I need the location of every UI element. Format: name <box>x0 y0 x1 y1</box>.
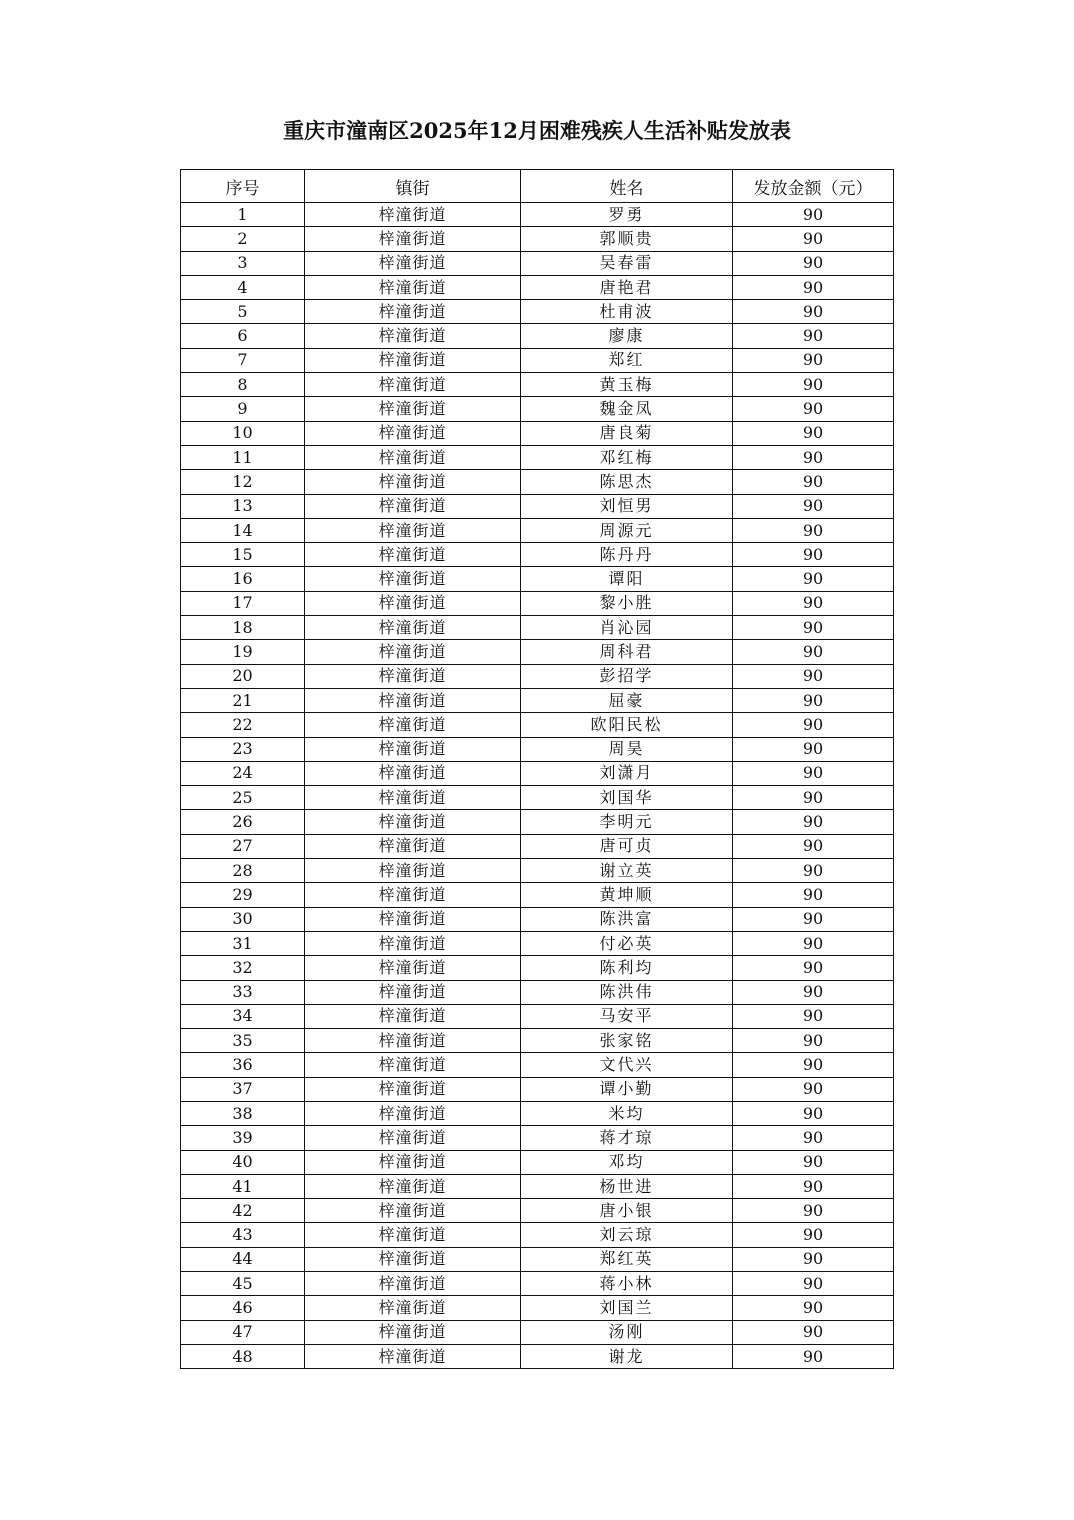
cell-amount: 90 <box>733 494 894 518</box>
table-row <box>181 1004 894 1028</box>
cell-amount: 90 <box>733 956 894 980</box>
cell-town-street: 梓潼街道 <box>305 1223 521 1247</box>
cell-town-street: 梓潼街道 <box>305 470 521 494</box>
table-row <box>181 616 894 640</box>
table-row <box>181 1344 894 1368</box>
cell-amount: 90 <box>733 203 894 227</box>
cell-name: 汤刚 <box>521 1320 733 1344</box>
cell-name: 周科君 <box>521 640 733 664</box>
table-row <box>181 1150 894 1174</box>
cell-name: 郑红 <box>521 348 733 372</box>
table-row <box>181 931 894 955</box>
cell-serial-number: 15 <box>181 543 305 567</box>
cell-serial-number: 41 <box>181 1174 305 1198</box>
table-row <box>181 664 894 688</box>
cell-amount: 90 <box>733 373 894 397</box>
cell-town-street: 梓潼街道 <box>305 1247 521 1271</box>
cell-amount: 90 <box>733 1199 894 1223</box>
cell-amount: 90 <box>733 907 894 931</box>
cell-serial-number: 18 <box>181 616 305 640</box>
cell-amount: 90 <box>733 688 894 712</box>
cell-serial-number: 31 <box>181 931 305 955</box>
table-row <box>181 980 894 1004</box>
cell-name: 郑红英 <box>521 1247 733 1271</box>
cell-name: 付必英 <box>521 931 733 955</box>
cell-town-street: 梓潼街道 <box>305 1199 521 1223</box>
table-row <box>181 1053 894 1077</box>
cell-name: 张家铭 <box>521 1029 733 1053</box>
table-row <box>181 1272 894 1296</box>
cell-name: 彭招学 <box>521 664 733 688</box>
table-row <box>181 421 894 445</box>
cell-town-street: 梓潼街道 <box>305 324 521 348</box>
cell-name: 屈豪 <box>521 688 733 712</box>
cell-serial-number: 13 <box>181 494 305 518</box>
cell-amount: 90 <box>733 859 894 883</box>
table-row <box>181 713 894 737</box>
cell-amount: 90 <box>733 1174 894 1198</box>
cell-amount: 90 <box>733 543 894 567</box>
cell-amount: 90 <box>733 227 894 251</box>
cell-amount: 90 <box>733 1247 894 1271</box>
cell-amount: 90 <box>733 761 894 785</box>
cell-name: 杨世进 <box>521 1174 733 1198</box>
cell-name: 唐小银 <box>521 1199 733 1223</box>
cell-town-street: 梓潼街道 <box>305 1004 521 1028</box>
cell-serial-number: 33 <box>181 980 305 1004</box>
cell-town-street: 梓潼街道 <box>305 713 521 737</box>
header-row <box>181 170 894 203</box>
cell-serial-number: 17 <box>181 591 305 615</box>
cell-serial-number: 27 <box>181 834 305 858</box>
cell-serial-number: 11 <box>181 445 305 469</box>
cell-name: 刘国华 <box>521 786 733 810</box>
cell-town-street: 梓潼街道 <box>305 980 521 1004</box>
cell-serial-number: 29 <box>181 883 305 907</box>
cell-amount: 90 <box>733 1029 894 1053</box>
table-row <box>181 518 894 542</box>
cell-name: 陈丹丹 <box>521 543 733 567</box>
cell-name: 米均 <box>521 1101 733 1125</box>
cell-serial-number: 48 <box>181 1344 305 1368</box>
table-row <box>181 494 894 518</box>
cell-name: 李明元 <box>521 810 733 834</box>
cell-town-street: 梓潼街道 <box>305 664 521 688</box>
cell-town-street: 梓潼街道 <box>305 1272 521 1296</box>
cell-name: 马安平 <box>521 1004 733 1028</box>
cell-town-street: 梓潼街道 <box>305 1126 521 1150</box>
cell-name: 蒋才琼 <box>521 1126 733 1150</box>
cell-serial-number: 39 <box>181 1126 305 1150</box>
cell-serial-number: 4 <box>181 275 305 299</box>
cell-amount: 90 <box>733 421 894 445</box>
table-row <box>181 1247 894 1271</box>
cell-amount: 90 <box>733 348 894 372</box>
cell-name: 刘云琼 <box>521 1223 733 1247</box>
cell-amount: 90 <box>733 518 894 542</box>
table-row <box>181 591 894 615</box>
cell-serial-number: 28 <box>181 859 305 883</box>
cell-amount: 90 <box>733 1223 894 1247</box>
table-row <box>181 324 894 348</box>
cell-name: 周昊 <box>521 737 733 761</box>
cell-amount: 90 <box>733 1053 894 1077</box>
cell-name: 刘潇月 <box>521 761 733 785</box>
cell-town-street: 梓潼街道 <box>305 227 521 251</box>
cell-serial-number: 1 <box>181 203 305 227</box>
cell-name: 魏金凤 <box>521 397 733 421</box>
cell-serial-number: 47 <box>181 1320 305 1344</box>
cell-amount: 90 <box>733 1296 894 1320</box>
cell-town-street: 梓潼街道 <box>305 1029 521 1053</box>
cell-amount: 90 <box>733 616 894 640</box>
cell-amount: 90 <box>733 640 894 664</box>
cell-name: 谢龙 <box>521 1344 733 1368</box>
cell-town-street: 梓潼街道 <box>305 761 521 785</box>
cell-name: 唐可贞 <box>521 834 733 858</box>
cell-name: 谭阳 <box>521 567 733 591</box>
table-row <box>181 543 894 567</box>
cell-serial-number: 3 <box>181 251 305 275</box>
cell-amount: 90 <box>733 931 894 955</box>
cell-serial-number: 22 <box>181 713 305 737</box>
header-amount: 发放金额（元） <box>733 170 894 203</box>
cell-name: 肖沁园 <box>521 616 733 640</box>
table-row <box>181 348 894 372</box>
table-row <box>181 567 894 591</box>
cell-amount: 90 <box>733 713 894 737</box>
cell-serial-number: 5 <box>181 300 305 324</box>
cell-name: 陈利均 <box>521 956 733 980</box>
cell-serial-number: 9 <box>181 397 305 421</box>
cell-town-street: 梓潼街道 <box>305 640 521 664</box>
cell-town-street: 梓潼街道 <box>305 883 521 907</box>
cell-amount: 90 <box>733 980 894 1004</box>
cell-town-street: 梓潼街道 <box>305 1296 521 1320</box>
table-row <box>181 834 894 858</box>
cell-serial-number: 43 <box>181 1223 305 1247</box>
cell-name: 谭小勤 <box>521 1077 733 1101</box>
cell-town-street: 梓潼街道 <box>305 1320 521 1344</box>
cell-serial-number: 6 <box>181 324 305 348</box>
cell-town-street: 梓潼街道 <box>305 494 521 518</box>
cell-serial-number: 26 <box>181 810 305 834</box>
table-row <box>181 786 894 810</box>
cell-amount: 90 <box>733 470 894 494</box>
cell-name: 郭顺贵 <box>521 227 733 251</box>
subsidy-table <box>180 169 894 1369</box>
table-row <box>181 1223 894 1247</box>
table-header <box>181 170 894 203</box>
table-row <box>181 1101 894 1125</box>
cell-serial-number: 32 <box>181 956 305 980</box>
cell-serial-number: 45 <box>181 1272 305 1296</box>
cell-amount: 90 <box>733 1126 894 1150</box>
cell-name: 蒋小林 <box>521 1272 733 1296</box>
cell-serial-number: 10 <box>181 421 305 445</box>
cell-amount: 90 <box>733 1004 894 1028</box>
cell-amount: 90 <box>733 397 894 421</box>
table-row <box>181 397 894 421</box>
cell-name: 廖康 <box>521 324 733 348</box>
cell-name: 陈洪富 <box>521 907 733 931</box>
cell-amount: 90 <box>733 445 894 469</box>
table-row <box>181 640 894 664</box>
cell-serial-number: 20 <box>181 664 305 688</box>
cell-town-street: 梓潼街道 <box>305 397 521 421</box>
cell-amount: 90 <box>733 664 894 688</box>
table-row <box>181 1320 894 1344</box>
cell-town-street: 梓潼街道 <box>305 1053 521 1077</box>
cell-serial-number: 2 <box>181 227 305 251</box>
cell-town-street: 梓潼街道 <box>305 956 521 980</box>
cell-town-street: 梓潼街道 <box>305 1101 521 1125</box>
cell-town-street: 梓潼街道 <box>305 810 521 834</box>
cell-name: 欧阳民松 <box>521 713 733 737</box>
cell-serial-number: 25 <box>181 786 305 810</box>
cell-amount: 90 <box>733 567 894 591</box>
table-body <box>181 203 894 1369</box>
cell-serial-number: 7 <box>181 348 305 372</box>
table-row <box>181 956 894 980</box>
cell-amount: 90 <box>733 300 894 324</box>
cell-town-street: 梓潼街道 <box>305 251 521 275</box>
cell-serial-number: 42 <box>181 1199 305 1223</box>
cell-serial-number: 44 <box>181 1247 305 1271</box>
cell-serial-number: 12 <box>181 470 305 494</box>
page-title: 重庆市潼南区2025年12月困难残疾人生活补贴发放表 <box>283 118 791 143</box>
cell-serial-number: 23 <box>181 737 305 761</box>
cell-town-street: 梓潼街道 <box>305 834 521 858</box>
table-row <box>181 275 894 299</box>
cell-town-street: 梓潼街道 <box>305 1150 521 1174</box>
table-row <box>181 1077 894 1101</box>
cell-serial-number: 40 <box>181 1150 305 1174</box>
cell-amount: 90 <box>733 883 894 907</box>
cell-town-street: 梓潼街道 <box>305 421 521 445</box>
cell-town-street: 梓潼街道 <box>305 445 521 469</box>
cell-serial-number: 37 <box>181 1077 305 1101</box>
cell-town-street: 梓潼街道 <box>305 1174 521 1198</box>
cell-serial-number: 46 <box>181 1296 305 1320</box>
table-row <box>181 1296 894 1320</box>
cell-town-street: 梓潼街道 <box>305 567 521 591</box>
cell-amount: 90 <box>733 251 894 275</box>
header-serial-number: 序号 <box>181 170 305 203</box>
table-row <box>181 1174 894 1198</box>
cell-town-street: 梓潼街道 <box>305 931 521 955</box>
cell-amount: 90 <box>733 810 894 834</box>
cell-town-street: 梓潼街道 <box>305 907 521 931</box>
cell-amount: 90 <box>733 1150 894 1174</box>
cell-name: 唐艳君 <box>521 275 733 299</box>
cell-name: 刘国兰 <box>521 1296 733 1320</box>
cell-serial-number: 30 <box>181 907 305 931</box>
table-row <box>181 810 894 834</box>
cell-serial-number: 36 <box>181 1053 305 1077</box>
cell-town-street: 梓潼街道 <box>305 859 521 883</box>
cell-serial-number: 14 <box>181 518 305 542</box>
cell-town-street: 梓潼街道 <box>305 300 521 324</box>
cell-amount: 90 <box>733 1344 894 1368</box>
cell-serial-number: 38 <box>181 1101 305 1125</box>
cell-name: 陈洪伟 <box>521 980 733 1004</box>
cell-name: 黎小胜 <box>521 591 733 615</box>
table-row <box>181 227 894 251</box>
cell-town-street: 梓潼街道 <box>305 737 521 761</box>
table-row <box>181 1029 894 1053</box>
table-row <box>181 373 894 397</box>
table-row <box>181 251 894 275</box>
cell-amount: 90 <box>733 591 894 615</box>
cell-name: 周源元 <box>521 518 733 542</box>
cell-amount: 90 <box>733 1272 894 1296</box>
table-row <box>181 859 894 883</box>
cell-town-street: 梓潼街道 <box>305 543 521 567</box>
cell-town-street: 梓潼街道 <box>305 786 521 810</box>
cell-serial-number: 21 <box>181 688 305 712</box>
table-row <box>181 688 894 712</box>
cell-name: 杜甫波 <box>521 300 733 324</box>
cell-name: 邓红梅 <box>521 445 733 469</box>
table-row <box>181 907 894 931</box>
cell-name: 黄坤顺 <box>521 883 733 907</box>
cell-name: 黄玉梅 <box>521 373 733 397</box>
cell-serial-number: 8 <box>181 373 305 397</box>
cell-amount: 90 <box>733 324 894 348</box>
cell-town-street: 梓潼街道 <box>305 1344 521 1368</box>
cell-town-street: 梓潼街道 <box>305 348 521 372</box>
table-row <box>181 445 894 469</box>
cell-town-street: 梓潼街道 <box>305 1077 521 1101</box>
cell-town-street: 梓潼街道 <box>305 518 521 542</box>
cell-town-street: 梓潼街道 <box>305 688 521 712</box>
cell-amount: 90 <box>733 737 894 761</box>
cell-serial-number: 19 <box>181 640 305 664</box>
cell-name: 罗勇 <box>521 203 733 227</box>
cell-name: 文代兴 <box>521 1053 733 1077</box>
cell-name: 唐良菊 <box>521 421 733 445</box>
cell-amount: 90 <box>733 786 894 810</box>
cell-serial-number: 16 <box>181 567 305 591</box>
header-name: 姓名 <box>521 170 733 203</box>
cell-amount: 90 <box>733 275 894 299</box>
cell-town-street: 梓潼街道 <box>305 203 521 227</box>
cell-amount: 90 <box>733 1101 894 1125</box>
cell-town-street: 梓潼街道 <box>305 616 521 640</box>
table-row <box>181 203 894 227</box>
cell-name: 谢立英 <box>521 859 733 883</box>
cell-name: 刘恒男 <box>521 494 733 518</box>
cell-name: 邓均 <box>521 1150 733 1174</box>
table-row <box>181 1126 894 1150</box>
cell-town-street: 梓潼街道 <box>305 591 521 615</box>
cell-amount: 90 <box>733 1320 894 1344</box>
table-row <box>181 737 894 761</box>
table-row <box>181 300 894 324</box>
cell-amount: 90 <box>733 1077 894 1101</box>
table-row <box>181 761 894 785</box>
table-row <box>181 1199 894 1223</box>
cell-town-street: 梓潼街道 <box>305 373 521 397</box>
cell-town-street: 梓潼街道 <box>305 275 521 299</box>
cell-name: 陈思杰 <box>521 470 733 494</box>
cell-amount: 90 <box>733 834 894 858</box>
header-town-street: 镇街 <box>305 170 521 203</box>
cell-serial-number: 34 <box>181 1004 305 1028</box>
cell-serial-number: 24 <box>181 761 305 785</box>
table-row <box>181 470 894 494</box>
cell-name: 吴春雷 <box>521 251 733 275</box>
cell-serial-number: 35 <box>181 1029 305 1053</box>
table-row <box>181 883 894 907</box>
